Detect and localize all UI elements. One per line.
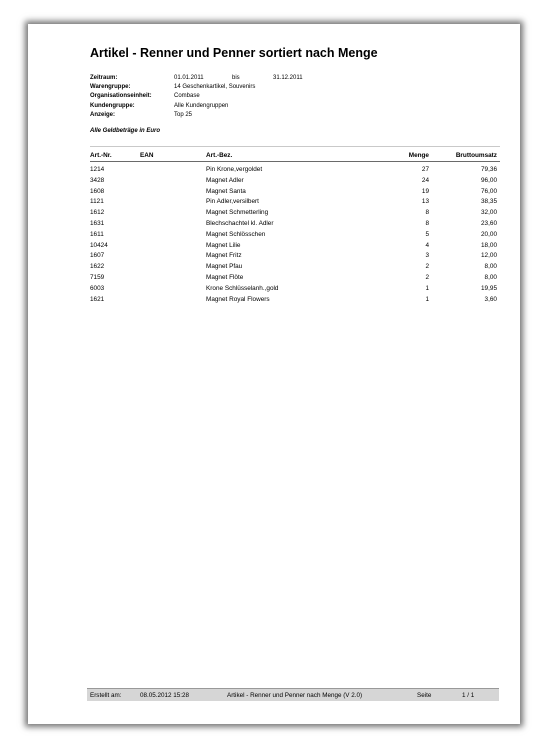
footer-page-value: 1 / 1 [462, 691, 475, 699]
cell-menge: 1 [425, 295, 429, 303]
filter-anzeige [90, 111, 303, 120]
zeitraum-bis-label: bis [232, 75, 240, 81]
footer-created-value: 08.05.2012 15:28 [140, 691, 190, 699]
cell-bruttoumsatz: 20,00 [481, 230, 497, 238]
cell-bruttoumsatz: 23,60 [481, 219, 497, 227]
cell-art-nr: 3428 [90, 176, 105, 184]
cell-art-bez: Magnet Fritz [206, 252, 242, 260]
zeitraum-from: 01.01.2011 [174, 75, 204, 81]
filter-kundengruppe [90, 102, 303, 111]
cell-menge: 19 [421, 187, 429, 195]
cell-menge: 1 [425, 284, 429, 292]
table-row [90, 197, 500, 208]
cell-bruttoumsatz: 19,95 [481, 284, 497, 292]
cell-art-bez: Magnet Adler [206, 176, 244, 184]
filter-organisation [90, 92, 303, 101]
zeitraum-to: 31.12.2011 [273, 75, 303, 81]
cell-bruttoumsatz: 12,00 [481, 252, 497, 260]
cell-menge: 13 [421, 198, 429, 206]
table-header [90, 146, 500, 162]
table-row [90, 165, 500, 176]
table-row [90, 241, 500, 252]
table-row [90, 262, 500, 273]
cell-art-bez: Pin Adler,versilbert [206, 198, 259, 206]
anzeige-value: Top 25 [174, 111, 193, 118]
header-art-bez: Art.-Bez. [206, 152, 233, 159]
cell-art-bez: Magnet Pfau [206, 263, 243, 271]
cell-art-bez: Pin Krone,vergoldet [206, 166, 263, 173]
cell-art-bez: Blechschachtel kl. Adler [206, 219, 274, 227]
organisation-value: Combase [174, 93, 200, 100]
cell-menge: 27 [421, 166, 429, 173]
table-row [90, 251, 500, 262]
table-row [90, 230, 500, 241]
cell-menge: 2 [425, 273, 429, 281]
cell-art-nr: 1121 [90, 198, 104, 206]
cell-bruttoumsatz: 76,00 [481, 187, 497, 195]
table-body [90, 162, 500, 305]
cell-bruttoumsatz: 38,35 [481, 198, 497, 206]
cell-menge: 4 [425, 241, 429, 249]
cell-menge: 24 [421, 176, 429, 184]
cell-art-nr: 1214 [90, 166, 105, 173]
cell-art-nr: 1608 [90, 187, 105, 195]
cell-bruttoumsatz: 8,00 [484, 273, 497, 281]
filter-warengruppe [90, 83, 303, 92]
cell-art-nr: 1622 [90, 263, 105, 271]
cell-art-bez: Magnet Santa [206, 187, 246, 195]
report-footer [87, 688, 499, 701]
footer-page-label: Seite [417, 691, 432, 699]
cell-bruttoumsatz: 3,60 [484, 295, 497, 303]
report-page [28, 24, 520, 724]
cell-menge: 5 [425, 230, 429, 238]
table-row [90, 295, 500, 306]
kundengruppe-value: Alle Kundengruppen [174, 102, 229, 109]
table-row [90, 273, 500, 284]
table-row [90, 208, 500, 219]
currency-note: Alle Geldbeträge in Euro [90, 128, 161, 134]
cell-art-nr: 7159 [90, 273, 105, 281]
cell-art-bez: Magnet Schlösschen [206, 230, 266, 238]
table-row [90, 284, 500, 295]
cell-menge: 2 [425, 263, 429, 271]
cell-bruttoumsatz: 8,00 [484, 263, 497, 271]
table-row [90, 219, 500, 230]
cell-art-nr: 1607 [90, 252, 105, 260]
cell-art-bez: Magnet Flöte [206, 273, 244, 281]
cell-art-bez: Krone Schlüsselanh.,gold [206, 284, 279, 292]
table-row [90, 187, 500, 198]
cell-art-nr: 1612 [90, 209, 105, 217]
cell-bruttoumsatz: 32,00 [481, 209, 497, 217]
cell-menge: 3 [425, 252, 429, 260]
report-title: Artikel - Renner und Penner sortiert nach Menge [90, 46, 378, 60]
footer-created-label: Erstellt am: [90, 691, 122, 699]
filter-zeitraum [90, 74, 303, 83]
cell-bruttoumsatz: 18,00 [481, 241, 497, 249]
cell-art-bez: Magnet Royal Flowers [206, 295, 270, 303]
cell-menge: 8 [425, 209, 429, 217]
cell-menge: 8 [425, 219, 429, 227]
anzeige-label: Anzeige: [90, 111, 116, 118]
table-row [90, 176, 500, 187]
cell-art-bez: Magnet Schmetterling [206, 209, 269, 217]
cell-bruttoumsatz: 96,00 [481, 176, 497, 184]
cell-art-nr: 6003 [90, 284, 105, 292]
cell-art-nr: 1611 [90, 230, 104, 238]
cell-art-nr: 1631 [90, 219, 105, 227]
cell-art-bez: Magnet Lilie [206, 241, 241, 249]
warengruppe-value: 14 Geschenkartikel, Souvenirs [174, 84, 256, 91]
header-art-nr: Art.-Nr. [90, 152, 112, 159]
report-filters [90, 74, 303, 120]
cell-art-nr: 10424 [90, 241, 108, 249]
organisation-label: Organisationseinheit: [90, 93, 152, 100]
footer-report-name: Artikel - Renner und Penner nach Menge (V 2.0) [227, 691, 363, 699]
header-ean: EAN [140, 152, 154, 159]
kundengruppe-label: Kundengruppe: [90, 102, 135, 109]
cell-bruttoumsatz: 79,36 [481, 166, 497, 173]
header-bruttoumsatz: Bruttoumsatz [455, 152, 497, 159]
articles-table [90, 146, 500, 305]
header-menge: Menge [408, 152, 429, 159]
cell-art-nr: 1621 [90, 295, 105, 303]
warengruppe-label: Warengruppe: [90, 84, 131, 91]
zeitraum-label: Zeitraum: [90, 75, 118, 81]
